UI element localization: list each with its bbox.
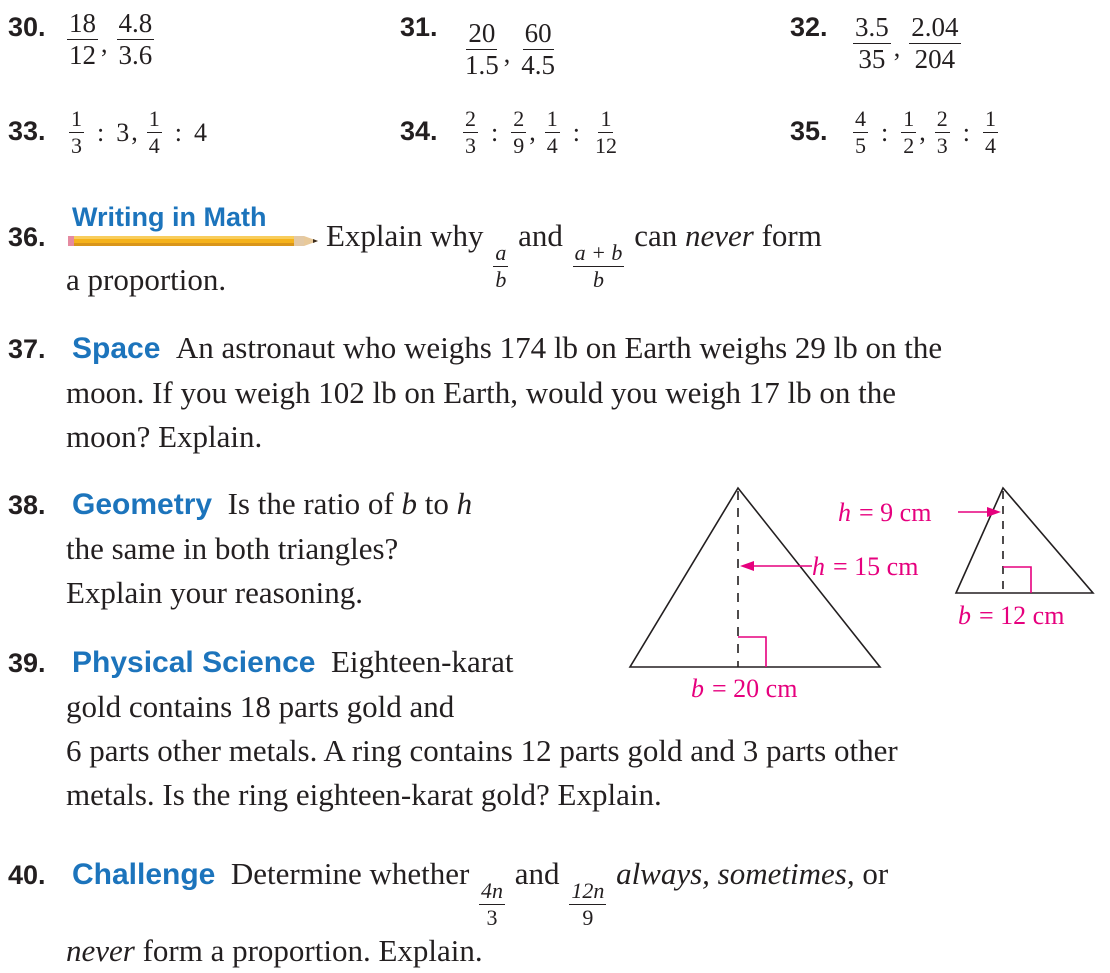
feature-title: Writing in Math (72, 202, 267, 232)
large-base-label: b = 20 cm (691, 674, 798, 703)
fraction: $\frac{3.5}{35}$ (855, 12, 889, 74)
keyword: Geometry (72, 488, 213, 521)
exercise-40: 40. Challenge Determine whether $\frac{4n}{3}$ and $\frac{12n}{9}$ always, sometimes, or never form a proportion. Explain. (8, 852, 1098, 973)
large-right-angle-mark (738, 637, 766, 667)
exercise-number: 40. (8, 860, 46, 890)
fraction: $\frac{4.8}{3.6}$ (118, 8, 153, 70)
exercise-38: 38. Geometry Is the ratio of b to h the same in both triangles? Explain your reasoning. (8, 482, 608, 615)
fraction: $\frac{2.04}{204}$ (911, 12, 959, 74)
fraction: $\frac{a + b}{b}$ (574, 240, 623, 292)
fraction: $\frac{1}{2}$ (903, 106, 915, 158)
exercise-number: 33. (8, 116, 46, 146)
exercise-number: 38. (8, 490, 46, 520)
small-height-label: h = 9 cm (838, 498, 932, 527)
exercise-number: 30. (8, 12, 46, 42)
fraction: $\frac{12n}{9}$ (571, 878, 605, 930)
fraction: $\frac{a}{b}$ (495, 240, 507, 292)
keyword: Challenge (72, 858, 216, 891)
keyword: Physical Science (72, 646, 316, 679)
fraction: $\frac{60}{4.5}$ (521, 18, 555, 80)
large-height-arrow (740, 561, 812, 571)
small-base-label: b = 12 cm (958, 601, 1065, 630)
exercise-39: 39. Physical Science Eighteen-karat gold contains 18 parts gold and 6 parts other metals. A ring contains 12 parts gold and 3 parts other metals. Is the ring eighteen-karat gold? Explain. (8, 640, 1098, 817)
fraction: $\frac{20}{1.5}$ (465, 18, 499, 80)
fraction: $\frac{1}{12}$ (594, 106, 617, 158)
fraction: $\frac{1}{4}$ (984, 106, 996, 158)
small-right-angle-mark (1003, 567, 1031, 593)
fraction: $\frac{2}{9}$ (513, 106, 525, 158)
exercise-number: 36. (8, 222, 46, 252)
exercise-37: 37. Space An astronaut who weighs 174 lb on Earth weighs 29 lb on the moon. If you weigh 102 lb on Earth, would you weigh 17 lb on the moon? Explain. (8, 326, 1098, 459)
keyword: Space (72, 332, 161, 365)
exercise-number: 37. (8, 334, 46, 364)
exercise-number: 35. (790, 116, 828, 146)
exercise-number: 39. (8, 648, 46, 678)
exercise-text: a proportion. (66, 262, 227, 297)
fraction: $\frac{1}{3}$ (71, 106, 82, 158)
fraction: $\frac{4n}{3}$ (481, 878, 504, 930)
exercise-number: 34. (400, 116, 438, 146)
fraction: $\frac{2}{3}$ (936, 106, 948, 158)
fraction: $\frac{18}{12}$ (69, 8, 96, 70)
fraction: $\frac{4}{5}$ (855, 106, 866, 158)
fraction: $\frac{1}{4}$ (148, 106, 160, 158)
exercise-number: 31. (400, 12, 438, 42)
exercise-number: 32. (790, 12, 828, 42)
large-height-label: h = 15 cm (812, 552, 919, 581)
fraction: $\frac{2}{3}$ (465, 106, 476, 158)
fraction: $\frac{1}{4}$ (546, 106, 558, 158)
small-triangle (956, 488, 1093, 593)
exercise-text: Explain why $\frac{a}{b}$ and $\frac{a + b}{b}$ can never form (326, 218, 822, 292)
